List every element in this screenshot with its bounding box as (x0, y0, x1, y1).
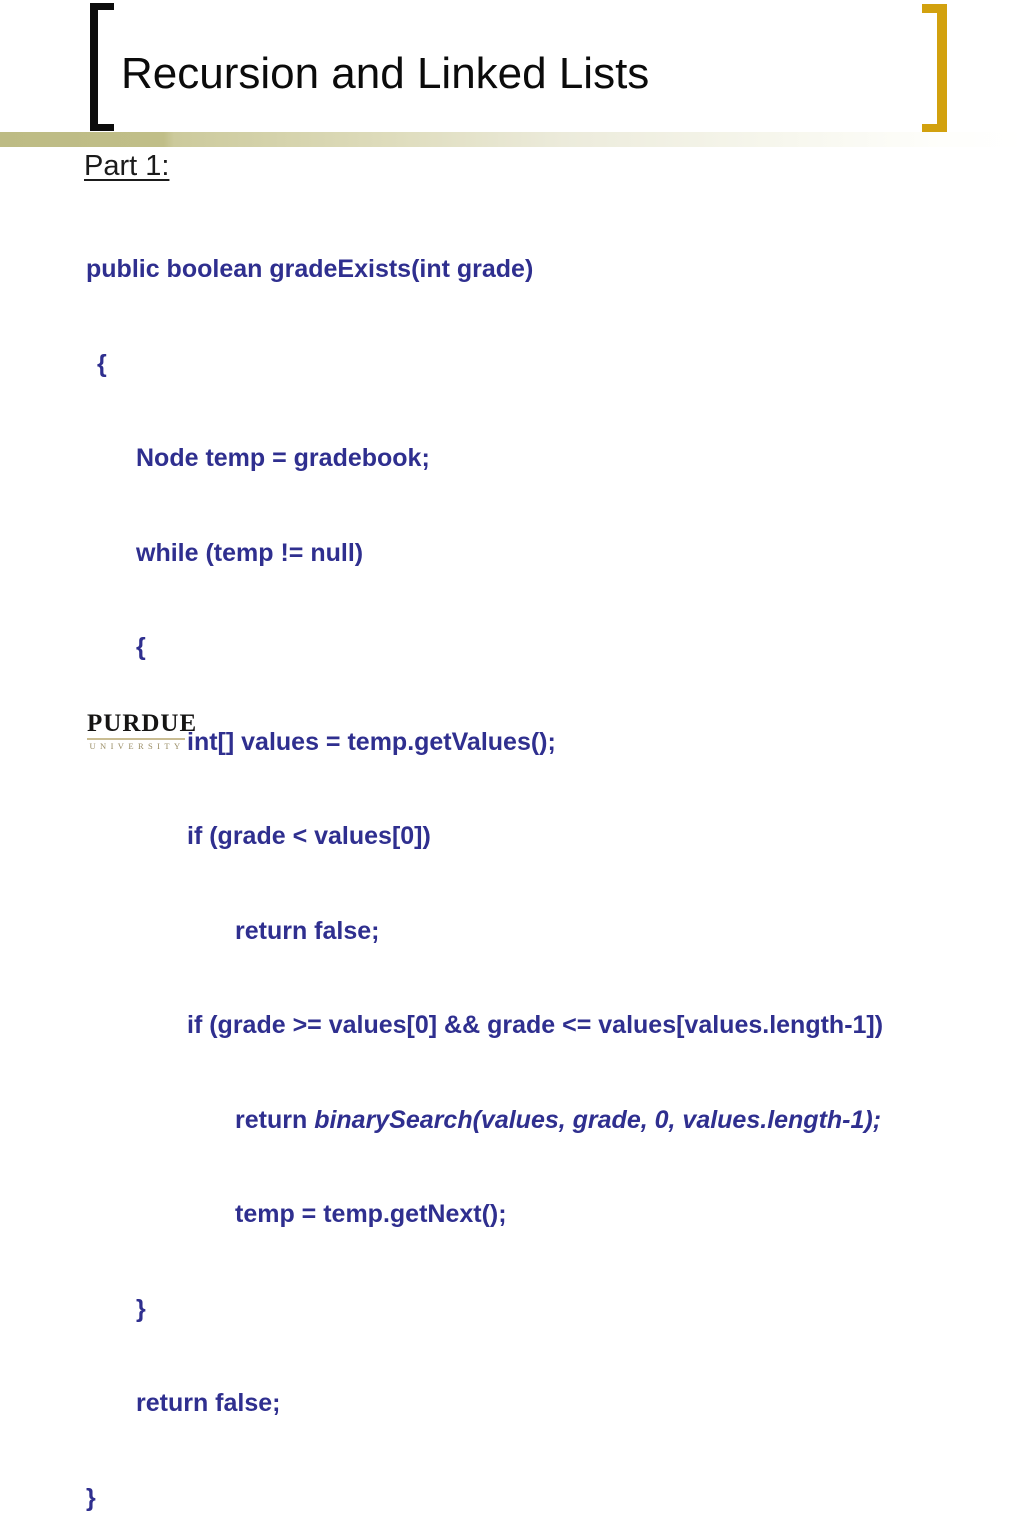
code-line: int[] values = temp.getValues(); (187, 727, 556, 756)
code-line: if (grade >= values[0] && grade <= values[values.length-1]) (187, 1011, 884, 1039)
code-line: while (temp != null) (136, 538, 364, 567)
right-bracket-icon (922, 4, 947, 133)
purdue-university-label: UNIVERSITY (89, 741, 185, 751)
code-block (86, 193, 883, 1536)
left-bracket-icon (90, 3, 114, 131)
code-line: return false; (136, 1389, 281, 1417)
code-line (235, 1102, 883, 1139)
code-line: { (97, 349, 107, 378)
code-line: return false; (235, 916, 380, 945)
section-heading: Part 1: (84, 150, 170, 182)
purdue-wordmark: PURDUE (87, 710, 198, 737)
code-line: } (86, 1483, 96, 1512)
logo-divider (87, 738, 185, 740)
code-line-italic-call: binarySearch(values, grade, 0, values.length-1); (314, 1105, 882, 1134)
code-line: Node temp = gradebook; (136, 444, 430, 472)
title-separator (0, 132, 1024, 147)
purdue-logo (87, 710, 198, 751)
code-line: public boolean gradeExists(int grade) (86, 255, 534, 283)
code-line: } (136, 1294, 146, 1323)
slide-title: Recursion and Linked Lists (121, 49, 650, 98)
code-line-keyword: return (235, 1105, 315, 1134)
code-line: if (grade < values[0]) (187, 822, 431, 850)
code-line: { (136, 633, 146, 661)
code-line: temp = temp.getNext(); (235, 1200, 507, 1228)
